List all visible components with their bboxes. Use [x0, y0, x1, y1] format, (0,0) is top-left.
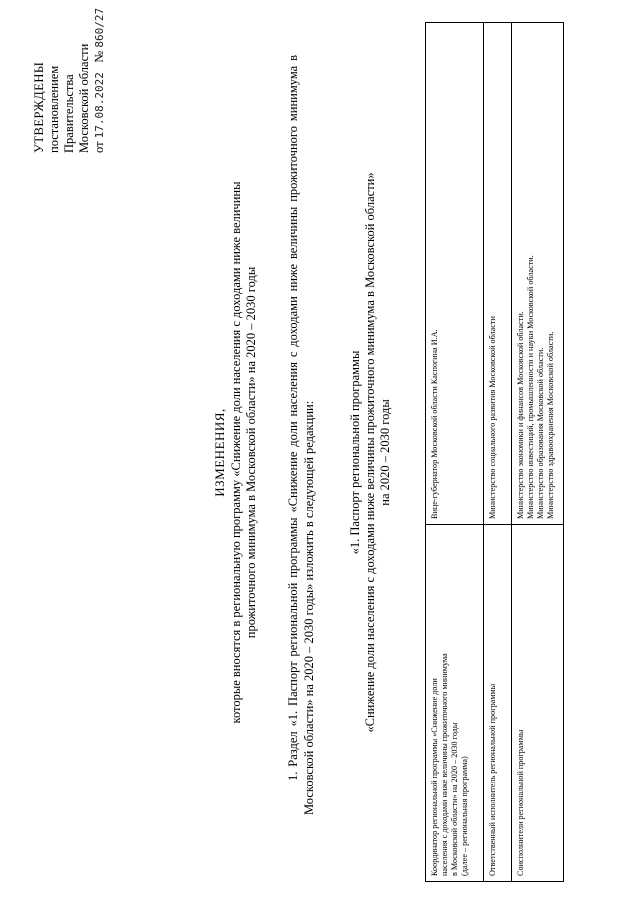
table-row — [426, 23, 484, 882]
approval-word: УТВЕРЖДЕНЫ — [32, 61, 46, 153]
approval-block — [32, 3, 107, 153]
passport-line3: на 2020 – 2030 годы — [378, 399, 392, 506]
approval-date-line — [92, 3, 107, 153]
row-label-responsible: Ответственный исполнитель региональной программы — [484, 525, 512, 882]
approval-line1: постановлением Правительства — [47, 65, 76, 153]
row-value-coordinator: Вице-губернатор Московской области Каспогина И.А. — [426, 23, 484, 525]
doc-subtitle-line1: которые вносятся в региональную программу «Снижение доли населения с доходами ниже величины — [229, 181, 243, 724]
doc-subtitle — [229, 0, 259, 905]
row-label-coexecutors: Соисполнители региональной программы — [512, 525, 564, 882]
doc-subtitle-line2: прожиточного минимума в Московской области» на 2020 – 2030 годы — [244, 266, 258, 639]
row-value-responsible: Министерство социального развития Московской области — [484, 23, 512, 525]
row-value-coexecutors: Министерство экономики и финансов Московской области. Министерство инвестиций, промышленности и науки Московской области. Министерство образования Московской области. Министерство здравоохранения Московской области. — [512, 23, 564, 525]
approval-number: 860/27 — [93, 7, 106, 48]
approval-line2: Московской области — [77, 43, 91, 153]
passport-heading — [348, 0, 393, 905]
approval-date: 17.08.2022 — [93, 72, 106, 139]
main-paragraph — [285, 55, 317, 815]
table-row — [512, 23, 564, 882]
approval-from: от — [92, 141, 106, 153]
passport-line1: «1. Паспорт региональной программы — [348, 350, 362, 555]
doc-title: ИЗМЕНЕНИЯ, — [212, 408, 227, 497]
table-row — [484, 23, 512, 882]
approval-no: № — [92, 50, 106, 63]
row-label-coordinator: Координатор региональной программы «Снижение доли населения с доходами ниже величины прожиточного минимума в Московской области» на 2020 – 2030 годы (далее – региональная программа) — [426, 525, 484, 882]
passport-line2: «Снижение доли населения с доходами ниже величины прожиточного минимума в Московской области» — [363, 172, 377, 733]
main-paragraph-text: 1. Раздел «1. Паспорт региональной программы «Снижение доли населения с доходами ниже величины прожиточного минимума в Московской области» на 2020 – 2030 годы» изложить в следующей редакции: — [286, 55, 316, 815]
passport-table — [425, 22, 564, 882]
